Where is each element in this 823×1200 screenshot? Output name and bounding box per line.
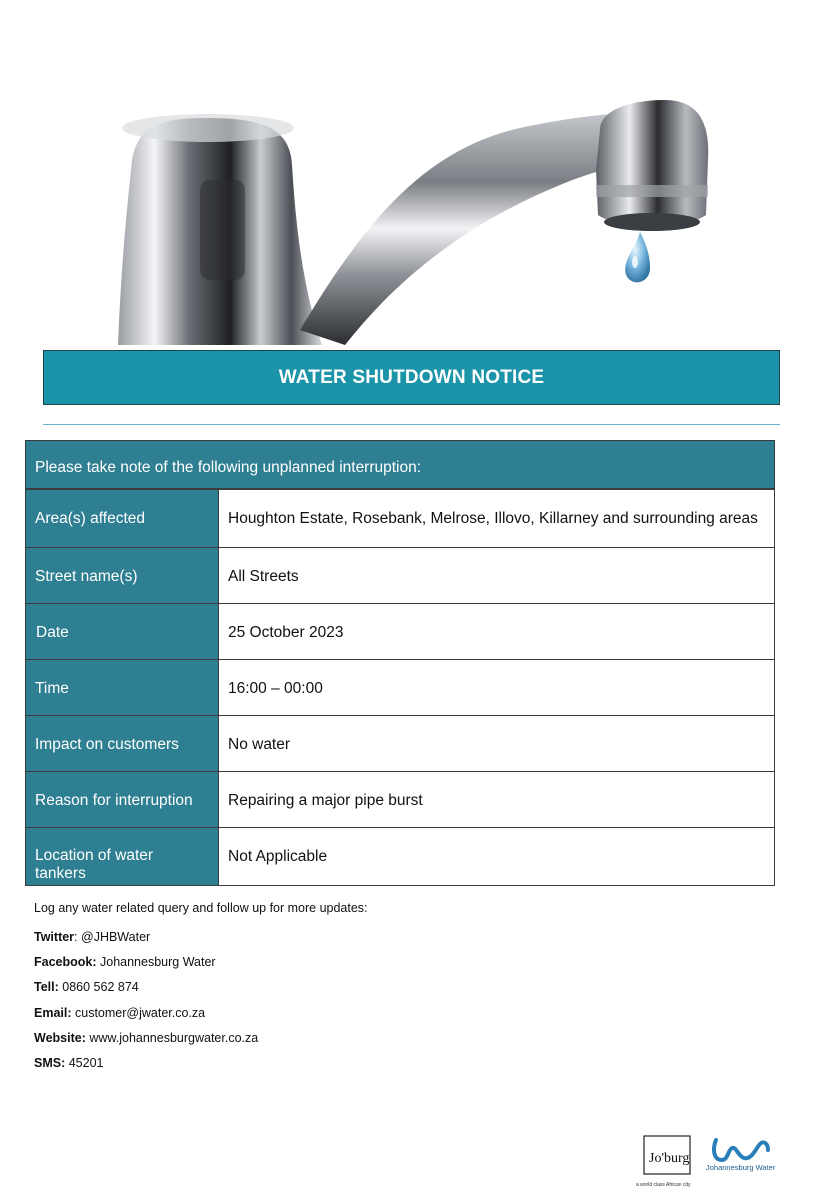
contact-section [34, 901, 368, 1081]
sms-number: 45201 [68, 1055, 104, 1070]
table-row [26, 489, 774, 547]
contact-facebook [34, 955, 368, 980]
row-value-time: 16:00 – 00:00 [218, 660, 774, 715]
row-label-area: Area(s) affected [26, 490, 218, 547]
table-row [26, 827, 774, 885]
contact-sms [34, 1056, 368, 1081]
jw-wordmark: Johannesburg Water [706, 1163, 776, 1172]
contact-label: Tell: [34, 980, 59, 995]
twitter-handle[interactable]: @JHBWater [81, 930, 151, 944]
contact-intro: Log any water related query and follow up for more updates: [34, 901, 368, 915]
contact-label: Twitter [34, 930, 75, 944]
table-header: Please take note of the following unplanned interruption: [26, 441, 774, 489]
row-label-tankers: Location of water tankers [26, 828, 218, 885]
notice-banner [43, 350, 780, 405]
phone-number[interactable]: 0860 562 874 [62, 980, 139, 995]
interruption-table [25, 440, 775, 886]
joburg-logo [636, 1136, 691, 1188]
contact-twitter: Twitter: @JHBWater [34, 930, 151, 944]
row-value-tankers: Not Applicable [218, 828, 774, 885]
footer-logos [636, 1130, 786, 1190]
row-value-street: All Streets [218, 548, 774, 603]
joburg-tagline: a world class African city [636, 1182, 691, 1188]
contact-label: Email: [34, 1005, 72, 1020]
table-row [26, 715, 774, 771]
email-link[interactable]: customer@jwater.co.za [75, 1005, 206, 1020]
row-label-reason: Reason for interruption [26, 772, 218, 827]
row-label-street: Street name(s) [26, 548, 218, 603]
table-row [26, 547, 774, 603]
contact-website [34, 1031, 368, 1056]
contact-email [34, 1006, 368, 1031]
row-label-impact: Impact on customers [26, 716, 218, 771]
hero-tap-image [0, 0, 823, 345]
row-label-date: Date [26, 604, 218, 659]
website-link[interactable]: www.johannesburgwater.co.za [89, 1030, 259, 1045]
table-row [26, 771, 774, 827]
row-value-reason: Repairing a major pipe burst [218, 772, 774, 827]
contact-phone [34, 980, 368, 1005]
johannesburg-water-logo [706, 1140, 776, 1172]
divider-rule [43, 424, 780, 425]
joburg-wordmark: Jo'burg [649, 1151, 690, 1166]
contact-label: Website: [34, 1030, 86, 1045]
tap-head [596, 100, 708, 225]
table-row [26, 659, 774, 715]
facebook-page[interactable]: Johannesburg Water [100, 955, 216, 970]
contact-label: Facebook: [34, 955, 97, 970]
contact-label: SMS: [34, 1055, 66, 1070]
row-value-date: 25 October 2023 [218, 604, 774, 659]
notice-title: WATER SHUTDOWN NOTICE [278, 366, 545, 388]
row-label-time: Time [26, 660, 218, 715]
table-row [26, 603, 774, 659]
row-value-area: Houghton Estate, Rosebank, Melrose, Illovo, Killarney and surrounding areas [218, 490, 774, 547]
row-value-impact: No water [218, 716, 774, 771]
water-drop [625, 232, 650, 282]
